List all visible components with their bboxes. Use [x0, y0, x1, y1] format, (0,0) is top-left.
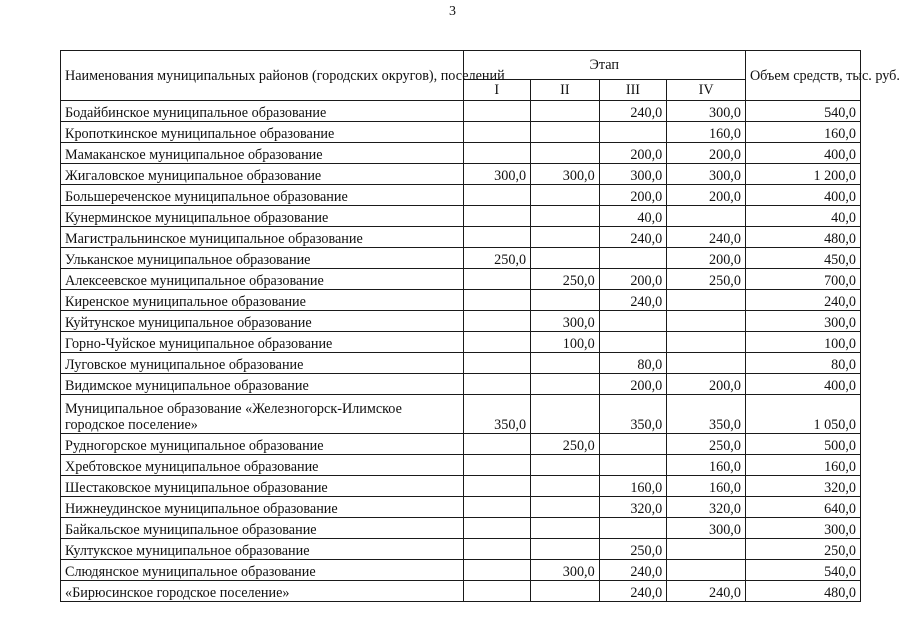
total-cell: 700,0: [745, 269, 860, 290]
table-row: [61, 395, 861, 434]
stage-3-cell: [599, 455, 667, 476]
table-row: [61, 581, 861, 602]
municipality-name: Хребтовское муниципальное образование: [61, 455, 464, 476]
stage-4-cell: 160,0: [667, 122, 746, 143]
stage-3-cell: 300,0: [599, 164, 667, 185]
total-cell: 320,0: [745, 476, 860, 497]
municipality-name: Кропоткинское муниципальное образование: [61, 122, 464, 143]
stage-4-cell: 250,0: [667, 269, 746, 290]
stage-4-cell: 250,0: [667, 434, 746, 455]
stage-4-cell: 300,0: [667, 164, 746, 185]
municipality-name: Рудногорское муниципальное образование: [61, 434, 464, 455]
table-row: [61, 374, 861, 395]
table-row: [61, 101, 861, 122]
stage-4-cell: [667, 290, 746, 311]
total-cell: 540,0: [745, 101, 860, 122]
stage-2-cell: 250,0: [531, 434, 600, 455]
stage-1-cell: [463, 290, 531, 311]
stage-1-cell: [463, 539, 531, 560]
table-row: [61, 518, 861, 539]
stage-3-cell: 200,0: [599, 269, 667, 290]
table-row: [61, 185, 861, 206]
total-cell: 540,0: [745, 560, 860, 581]
table-row: [61, 353, 861, 374]
municipality-name: Муниципальное образование «Железногорск-Илимское городское поселение»: [61, 395, 464, 434]
municipality-name: Кунерминское муниципальное образование: [61, 206, 464, 227]
stage-3-cell: 40,0: [599, 206, 667, 227]
municipality-name: Слюдянское муниципальное образование: [61, 560, 464, 581]
total-cell: 160,0: [745, 122, 860, 143]
stage-4-cell: [667, 332, 746, 353]
municipality-name: Ульканское муниципальное образование: [61, 248, 464, 269]
municipality-name: Киренское муниципальное образование: [61, 290, 464, 311]
stage-2-cell: [531, 101, 600, 122]
table-body: [61, 101, 861, 602]
stage-2-cell: [531, 581, 600, 602]
stage-2-cell: [531, 248, 600, 269]
stage-3-cell: [599, 311, 667, 332]
stage-1-cell: 300,0: [463, 164, 531, 185]
total-cell: 240,0: [745, 290, 860, 311]
municipality-name: Куйтунское муниципальное образование: [61, 311, 464, 332]
stage-3-cell: 350,0: [599, 395, 667, 434]
total-cell: 80,0: [745, 353, 860, 374]
stage-1-cell: [463, 269, 531, 290]
stage-4-cell: 160,0: [667, 476, 746, 497]
stage-3-cell: 320,0: [599, 497, 667, 518]
total-cell: 400,0: [745, 185, 860, 206]
total-cell: 400,0: [745, 374, 860, 395]
table-row: [61, 206, 861, 227]
stage-1-cell: [463, 206, 531, 227]
stage-1-cell: [463, 185, 531, 206]
stage-3-cell: 240,0: [599, 560, 667, 581]
total-cell: 100,0: [745, 332, 860, 353]
stage-4-cell: [667, 311, 746, 332]
table-row: [61, 164, 861, 185]
municipality-name: Нижнеудинское муниципальное образование: [61, 497, 464, 518]
stage-4-cell: 200,0: [667, 143, 746, 164]
stage-2-cell: 100,0: [531, 332, 600, 353]
stage-2-cell: [531, 539, 600, 560]
stage-2-cell: [531, 497, 600, 518]
total-cell: 250,0: [745, 539, 860, 560]
table-row: [61, 476, 861, 497]
stage-4-cell: 240,0: [667, 227, 746, 248]
stage-1-cell: [463, 227, 531, 248]
stage-3-cell: [599, 434, 667, 455]
stage-1-cell: [463, 476, 531, 497]
stage-2-cell: [531, 353, 600, 374]
stage-4-cell: 350,0: [667, 395, 746, 434]
stage-1-cell: [463, 353, 531, 374]
stage-4-cell: 160,0: [667, 455, 746, 476]
municipality-name: Горно-Чуйское муниципальное образование: [61, 332, 464, 353]
stage-2-cell: [531, 518, 600, 539]
stage-2-cell: [531, 143, 600, 164]
table-row: [61, 269, 861, 290]
stage-1-cell: [463, 560, 531, 581]
stage-1-cell: [463, 518, 531, 539]
stage-1-cell: [463, 332, 531, 353]
stage-2-cell: 250,0: [531, 269, 600, 290]
total-cell: 300,0: [745, 311, 860, 332]
stage-header-4: IV: [667, 80, 746, 101]
total-cell: 450,0: [745, 248, 860, 269]
table-row: [61, 434, 861, 455]
table-row: [61, 143, 861, 164]
stage-4-cell: 300,0: [667, 101, 746, 122]
total-cell: 640,0: [745, 497, 860, 518]
stage-header-2: II: [531, 80, 600, 101]
column-header-stage: Этап: [463, 51, 745, 80]
stage-2-cell: 300,0: [531, 311, 600, 332]
stage-header-3: III: [599, 80, 667, 101]
stage-2-cell: 300,0: [531, 560, 600, 581]
stage-2-cell: [531, 206, 600, 227]
stage-1-cell: [463, 497, 531, 518]
stage-4-cell: [667, 560, 746, 581]
total-cell: 480,0: [745, 227, 860, 248]
municipality-name: Алексеевское муниципальное образование: [61, 269, 464, 290]
table-row: [61, 227, 861, 248]
total-cell: 300,0: [745, 518, 860, 539]
municipality-name: «Бирюсинское городское поселение»: [61, 581, 464, 602]
stage-3-cell: 250,0: [599, 539, 667, 560]
stage-2-cell: [531, 290, 600, 311]
stage-3-cell: [599, 248, 667, 269]
municipality-name: Магистральнинское муниципальное образование: [61, 227, 464, 248]
stage-2-cell: [531, 185, 600, 206]
stage-3-cell: 240,0: [599, 581, 667, 602]
stage-2-cell: [531, 122, 600, 143]
stage-3-cell: 80,0: [599, 353, 667, 374]
stage-2-cell: [531, 395, 600, 434]
page-number: 3: [449, 4, 456, 19]
table-row: [61, 497, 861, 518]
municipality-name: Култукское муниципальное образование: [61, 539, 464, 560]
stage-1-cell: [463, 311, 531, 332]
municipality-name: Шестаковское муниципальное образование: [61, 476, 464, 497]
stage-4-cell: 320,0: [667, 497, 746, 518]
municipality-name: Мамаканское муниципальное образование: [61, 143, 464, 164]
stage-2-cell: [531, 455, 600, 476]
stage-3-cell: [599, 518, 667, 539]
stage-2-cell: [531, 227, 600, 248]
municipality-name: Луговское муниципальное образование: [61, 353, 464, 374]
stage-3-cell: 200,0: [599, 185, 667, 206]
table-row: [61, 122, 861, 143]
stage-3-cell: 200,0: [599, 143, 667, 164]
total-cell: 1 200,0: [745, 164, 860, 185]
total-cell: 160,0: [745, 455, 860, 476]
table-row: [61, 311, 861, 332]
stage-2-cell: 300,0: [531, 164, 600, 185]
stage-4-cell: [667, 539, 746, 560]
stage-1-cell: [463, 455, 531, 476]
total-cell: 500,0: [745, 434, 860, 455]
stage-2-cell: [531, 374, 600, 395]
total-cell: 400,0: [745, 143, 860, 164]
stage-3-cell: 160,0: [599, 476, 667, 497]
stage-1-cell: [463, 374, 531, 395]
stage-4-cell: 200,0: [667, 248, 746, 269]
stage-3-cell: 240,0: [599, 227, 667, 248]
stage-4-cell: 300,0: [667, 518, 746, 539]
column-header-total: Объем средств, тыс. руб.: [745, 51, 860, 101]
municipality-name: Бодайбинское муниципальное образование: [61, 101, 464, 122]
stage-3-cell: 200,0: [599, 374, 667, 395]
stage-1-cell: [463, 101, 531, 122]
total-cell: 40,0: [745, 206, 860, 227]
table-row: [61, 248, 861, 269]
stage-2-cell: [531, 476, 600, 497]
table-row: [61, 455, 861, 476]
stage-1-cell: 250,0: [463, 248, 531, 269]
stage-3-cell: [599, 122, 667, 143]
municipality-name: Большереченское муниципальное образование: [61, 185, 464, 206]
table-row: [61, 560, 861, 581]
funding-table: [60, 50, 900, 602]
total-cell: 1 050,0: [745, 395, 860, 434]
municipality-name: Видимское муниципальное образование: [61, 374, 464, 395]
total-cell: 480,0: [745, 581, 860, 602]
stage-3-cell: [599, 332, 667, 353]
stage-3-cell: 240,0: [599, 101, 667, 122]
municipality-name: Жигаловское муниципальное образование: [61, 164, 464, 185]
stage-4-cell: 240,0: [667, 581, 746, 602]
stage-1-cell: [463, 581, 531, 602]
table-row: [61, 290, 861, 311]
stage-4-cell: [667, 206, 746, 227]
stage-header-1: I: [463, 80, 531, 101]
stage-1-cell: [463, 143, 531, 164]
stage-4-cell: 200,0: [667, 185, 746, 206]
stage-1-cell: [463, 122, 531, 143]
stage-1-cell: 350,0: [463, 395, 531, 434]
stage-4-cell: [667, 353, 746, 374]
stage-3-cell: 240,0: [599, 290, 667, 311]
municipality-name: Байкальское муниципальное образование: [61, 518, 464, 539]
stage-1-cell: [463, 434, 531, 455]
table-row: [61, 539, 861, 560]
column-header-name: Наименования муниципальных районов (городских округов), поселений: [61, 51, 464, 101]
stage-4-cell: 200,0: [667, 374, 746, 395]
table-row: [61, 332, 861, 353]
